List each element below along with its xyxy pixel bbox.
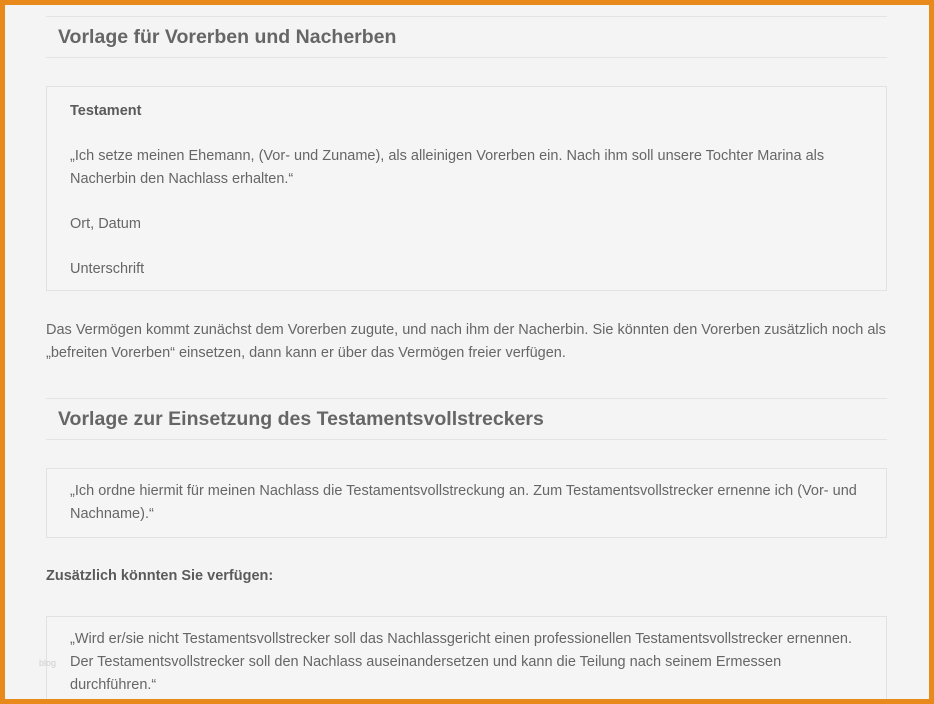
testament-template-box (46, 86, 887, 291)
section-heading-testamentsvollstrecker: Vorlage zur Einsetzung des Testamentsvollstreckers (46, 398, 887, 440)
executor-quote: „Ich ordne hiermit für meinen Nachlass die Testamentsvollstreckung an. Zum Testamentsvollstrecker ernenne ich (Vor- und Nachname).“ (70, 483, 857, 522)
section-heading-vorerben: Vorlage für Vorerben und Nacherben (46, 16, 887, 58)
executor-template-box (46, 468, 887, 538)
testament-title: Testament (70, 103, 142, 119)
signature-line: Unterschrift (70, 261, 145, 277)
watermark-text: blog (39, 658, 57, 668)
testament-quote: „Ich setze meinen Ehemann, (Vor- und Zuname), als alleinigen Vorerben ein. Nach ihm soll unsere Tochter Marina als Nacherbin den Nachlass erhalten.“ (70, 148, 825, 187)
additional-provision-box (46, 616, 887, 704)
additional-provisions-subheading: Zusätzlich könnten Sie verfügen: (46, 568, 274, 584)
explanation-paragraph: Das Vermögen kommt zunächst dem Vorerben zugute, und nach ihm der Nacherbin. Sie könnten den Vorerben zusätzlich noch als „befreiten Vorerben“ einsetzen, dann kann er über das Vermögen freier verfügen. (46, 322, 886, 361)
place-date-line: Ort, Datum (70, 216, 141, 232)
additional-provision-quote: „Wird er/sie nicht Testamentsvollstrecker soll das Nachlassgericht einen professionellen Testamentsvollstrecker ernennen. Der Testamentsvollstrecker soll den Nachlass auseinandersetzen und kann die Teilung nach seinem Ermessen durchführen.“ (70, 631, 853, 693)
